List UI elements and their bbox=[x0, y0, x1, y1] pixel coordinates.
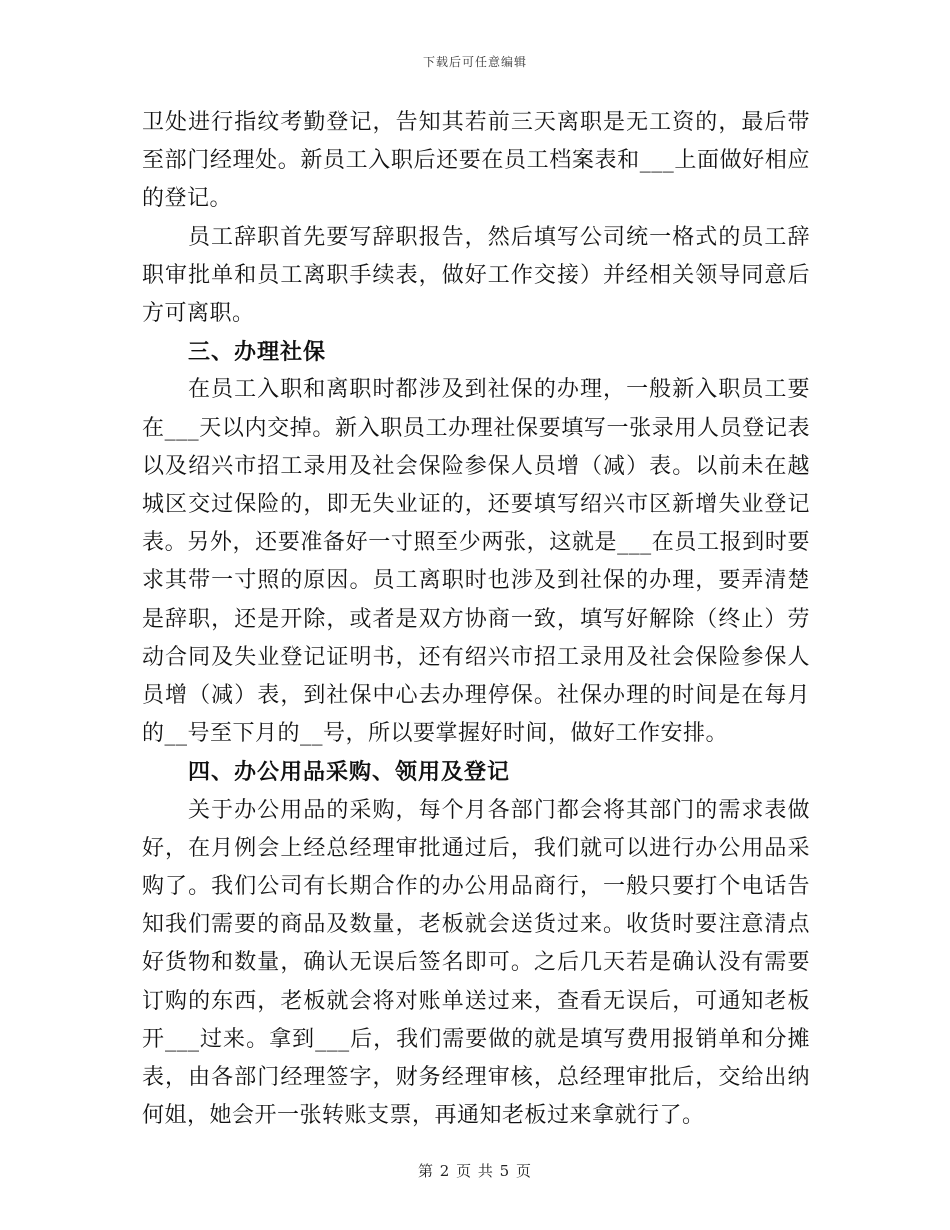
section-heading-social-insurance: 三、办理社保 bbox=[188, 339, 327, 366]
paragraph-resignation: 员工辞职首先要写辞职报告，然后填写公司统一格式的员工辞职审批单和员工离职手续表，做好工作交接）并经相关领导同意后方可离职。 bbox=[142, 224, 810, 327]
paragraph-social-insurance: 在员工入职和离职时都涉及到社保的办理，一般新入职员工要在___天以内交掉。新入职员工办理社保要填写一张录用人员登记表以及绍兴市招工录用及社会保险参保人员增（减）表。以前未在越城区交过保险的，即无失业证的，还要填写绍兴市区新增失业登记表。另外，还要准备好一寸照至少两张，这就是___在员工报到时要求其带一寸照的原因。员工离职时也涉及到社保的办理，要弄清楚是辞职，还是开除，或者是双方协商一致，填写好解除（终止）劳动合同及失业登记证明书，还有绍兴市招工录用及社会保险参保人员增（减）表，到社保中心去办理停保。社保办理的时间是在每月的__号至下月的__号，所以要掌握好时间，做好工作安排。 bbox=[142, 377, 810, 747]
section-heading-office-supplies: 四、办公用品采购、领用及登记 bbox=[188, 759, 511, 786]
document-body bbox=[142, 104, 810, 1135]
paragraph-registration-continued: 卫处进行指纹考勤登记，告知其若前三天离职是无工资的，最后带至部门经理处。新员工入职后还要在员工档案表和___上面做好相应的登记。 bbox=[142, 110, 810, 212]
paragraph-office-supplies: 关于办公用品的采购，每个月各部门都会将其部门的需求表做好，在月例会上经总经理审批通过后，我们就可以进行办公用品采购了。我们公司有长期合作的办公用品商行，一般只要打个电话告知我们需要的商品及数量，老板就会送货过来。收货时要注意清点好货物和数量，确认无误后签名即可。之后几天若是确认没有需要订购的东西，老板就会将对账单送过来，查看无误后，可通知老板开___过来。拿到___后，我们需要做的就是填写费用报销单和分摊表，由各部门经理签字，财务经理审核，总经理审批后，交给出纳何姐，她会开一张转账支票，再通知老板过来拿就行了。 bbox=[142, 797, 810, 1129]
page-number-footer: 第 2 页 共 5 页 bbox=[418, 1162, 532, 1180]
page-header: 下载后可任意编辑 bbox=[422, 55, 527, 69]
